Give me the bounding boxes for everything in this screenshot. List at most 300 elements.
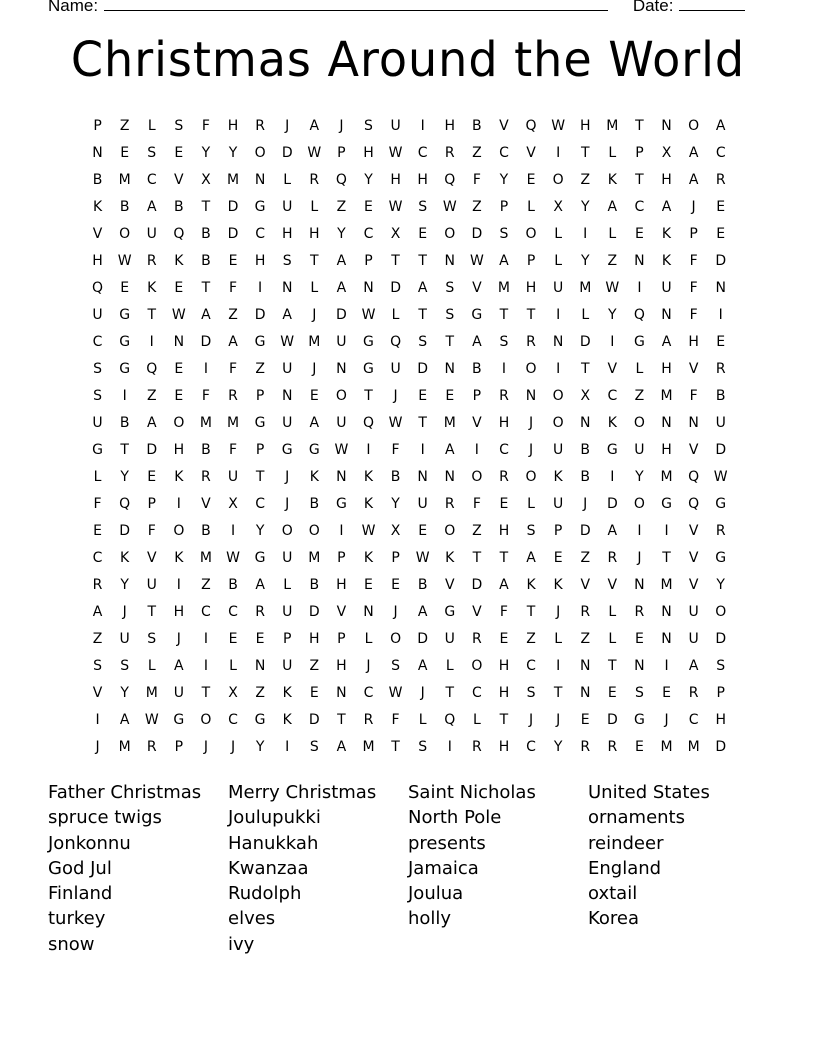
grid-letter[interactable]: Y [120,468,129,485]
grid-letter[interactable]: A [688,657,699,674]
grid-letter[interactable]: M [660,387,673,404]
grid-letter[interactable]: E [445,387,455,404]
grid-letter[interactable]: K [174,468,184,485]
grid-letter[interactable]: N [661,414,672,431]
grid-letter[interactable]: U [282,549,293,566]
grid-letter[interactable]: T [201,684,211,701]
grid-letter[interactable]: Z [146,387,157,404]
grid-letter[interactable]: J [420,684,425,701]
grid-letter[interactable]: O [444,522,456,539]
grid-letter[interactable]: N [254,657,266,674]
grid-letter[interactable]: N [363,279,374,296]
grid-letter[interactable]: V [526,144,536,161]
grid-letter[interactable]: T [553,684,563,701]
grid-letter[interactable]: A [336,738,347,755]
grid-letter[interactable]: N [336,360,347,377]
grid-letter[interactable]: E [120,279,130,296]
grid-letter[interactable]: P [255,387,265,404]
grid-letter[interactable]: D [308,603,320,620]
grid-letter[interactable]: Z [580,171,591,188]
grid-letter[interactable]: Z [228,306,238,323]
grid-letter[interactable]: M [226,171,240,188]
grid-letter[interactable]: E [607,684,617,701]
grid-letter[interactable]: A [309,117,320,134]
grid-letter[interactable]: V [92,225,103,242]
grid-letter[interactable]: W [144,711,159,728]
grid-letter[interactable]: I [230,522,236,539]
grid-letter[interactable]: I [258,279,263,296]
grid-letter[interactable]: B [390,468,401,485]
grid-letter[interactable]: N [444,360,455,377]
grid-letter[interactable]: A [174,657,184,674]
grid-letter[interactable]: T [364,387,373,404]
grid-letter[interactable]: P [716,684,725,701]
grid-letter[interactable]: V [580,576,591,593]
grid-letter[interactable]: N [579,657,591,674]
grid-letter[interactable]: E [580,711,590,728]
grid-letter[interactable]: Z [92,630,103,647]
grid-letter[interactable]: A [472,333,482,350]
grid-letter[interactable]: F [472,171,481,188]
grid-letter[interactable]: A [499,576,509,593]
grid-letter[interactable]: L [554,630,563,647]
grid-letter[interactable]: E [418,522,428,539]
grid-letter[interactable]: R [146,252,157,269]
grid-letter[interactable]: E [228,630,238,647]
grid-letter[interactable]: T [418,252,427,269]
grid-letter[interactable]: L [608,144,617,161]
grid-letter[interactable]: T [418,414,427,431]
grid-letter[interactable]: O [525,468,537,485]
grid-letter[interactable]: Y [255,522,265,539]
grid-letter[interactable]: F [689,279,698,296]
grid-letter[interactable]: R [715,360,726,377]
grid-letter[interactable]: R [471,738,482,755]
grid-letter[interactable]: G [335,495,347,512]
grid-letter[interactable]: U [336,414,347,431]
grid-letter[interactable]: T [499,549,509,566]
grid-letter[interactable]: W [171,306,186,323]
grid-letter[interactable]: Q [335,171,347,188]
grid-letter[interactable]: C [499,144,509,161]
grid-letter[interactable]: O [173,414,185,431]
grid-letter[interactable]: K [363,495,374,512]
grid-letter[interactable]: J [230,738,236,755]
grid-letter[interactable]: O [688,117,700,134]
grid-letter[interactable]: Q [444,711,456,728]
grid-letter[interactable]: W [442,198,457,215]
grid-letter[interactable]: H [390,171,401,188]
grid-letter[interactable]: R [580,738,591,755]
grid-letter[interactable]: E [93,522,102,539]
grid-letter[interactable]: M [606,117,619,134]
grid-letter[interactable]: R [715,171,726,188]
grid-letter[interactable]: Y [635,468,644,485]
grid-letter[interactable]: W [334,441,349,458]
grid-letter[interactable]: G [363,360,374,377]
grid-letter[interactable]: L [391,306,400,323]
grid-letter[interactable]: U [146,576,157,593]
grid-letter[interactable]: I [122,387,127,404]
grid-letter[interactable]: E [364,198,373,215]
grid-letter[interactable]: P [364,252,373,269]
grid-letter[interactable]: C [499,441,509,458]
grid-letter[interactable]: R [92,576,103,593]
grid-letter[interactable]: I [583,225,588,242]
grid-letter[interactable]: P [472,387,482,404]
grid-letter[interactable]: V [688,549,699,566]
grid-letter[interactable]: T [526,306,536,323]
grid-letter[interactable]: L [608,603,617,620]
grid-letter[interactable]: Y [608,306,617,323]
grid-letter[interactable]: W [388,684,403,701]
grid-letter[interactable]: A [715,117,726,134]
grid-letter[interactable]: N [417,468,428,485]
grid-letter[interactable]: O [200,711,212,728]
grid-letter[interactable]: U [390,360,401,377]
grid-letter[interactable]: L [147,117,156,134]
grid-letter[interactable]: M [660,468,673,485]
grid-letter[interactable]: P [255,441,265,458]
grid-letter[interactable]: L [283,171,292,188]
grid-letter[interactable]: D [579,522,591,539]
grid-letter[interactable]: C [607,387,618,404]
grid-letter[interactable]: H [661,441,672,458]
grid-letter[interactable]: B [119,198,130,215]
grid-letter[interactable]: S [445,306,455,323]
grid-letter[interactable]: S [634,684,644,701]
grid-letter[interactable]: O [633,495,645,512]
grid-letter[interactable]: S [418,333,428,350]
grid-letter[interactable]: Y [228,144,238,161]
grid-letter[interactable]: D [471,225,483,242]
grid-letter[interactable]: Z [255,360,265,377]
grid-letter[interactable]: Z [119,117,130,134]
grid-letter[interactable]: U [146,225,157,242]
grid-letter[interactable]: U [417,495,428,512]
grid-letter[interactable]: M [687,738,700,755]
grid-letter[interactable]: U [444,630,455,647]
grid-letter[interactable]: I [664,657,669,674]
grid-letter[interactable]: C [255,495,265,512]
grid-letter[interactable]: B [201,441,211,458]
grid-letter[interactable]: E [716,333,726,350]
grid-letter[interactable]: L [608,630,617,647]
grid-letter[interactable]: J [528,414,534,431]
grid-letter[interactable]: L [93,468,102,485]
grid-letter[interactable]: L [418,711,427,728]
grid-letter[interactable]: W [551,117,566,134]
grid-letter[interactable]: H [173,441,185,458]
grid-letter[interactable]: M [579,279,592,296]
grid-letter[interactable]: S [93,360,102,377]
grid-letter[interactable]: A [146,198,157,215]
grid-letter[interactable]: F [472,495,481,512]
grid-letter[interactable]: K [309,468,319,485]
grid-letter[interactable]: Y [120,684,129,701]
grid-letter[interactable]: D [579,333,591,350]
grid-letter[interactable]: E [147,468,157,485]
grid-letter[interactable]: E [228,252,238,269]
grid-letter[interactable]: H [227,117,239,134]
grid-letter[interactable]: B [201,522,211,539]
grid-letter[interactable]: I [501,360,507,377]
grid-letter[interactable]: V [336,603,347,620]
grid-letter[interactable]: U [661,279,672,296]
grid-letter[interactable]: W [415,549,430,566]
grid-letter[interactable]: D [146,441,158,458]
grid-letter[interactable]: I [637,522,642,539]
grid-letter[interactable]: T [445,333,455,350]
grid-letter[interactable]: G [715,549,727,566]
grid-letter[interactable]: I [95,711,100,728]
grid-letter[interactable]: Z [336,198,347,215]
grid-letter[interactable]: T [255,468,265,485]
grid-letter[interactable]: W [605,279,620,296]
grid-letter[interactable]: K [607,414,617,431]
grid-letter[interactable]: T [580,144,590,161]
grid-letter[interactable]: F [228,279,238,296]
grid-letter[interactable]: D [227,225,239,242]
grid-letter[interactable]: I [420,441,425,458]
grid-letter[interactable]: R [444,144,455,161]
grid-letter[interactable]: O [254,144,266,161]
grid-letter[interactable]: Q [444,171,456,188]
grid-letter[interactable]: D [715,252,727,269]
grid-letter[interactable]: J [393,603,398,620]
grid-letter[interactable]: C [688,711,699,728]
grid-letter[interactable]: U [336,333,347,350]
grid-letter[interactable]: I [718,306,723,323]
grid-letter[interactable]: Z [607,252,618,269]
grid-letter[interactable]: Z [309,657,320,674]
grid-letter[interactable]: C [92,549,103,566]
grid-letter[interactable]: K [147,279,157,296]
grid-letter[interactable]: G [661,495,672,512]
grid-letter[interactable]: B [174,198,184,215]
grid-letter[interactable]: X [201,171,211,188]
grid-letter[interactable]: H [444,117,456,134]
grid-letter[interactable]: Y [337,225,346,242]
grid-letter[interactable]: I [339,522,344,539]
grid-letter[interactable]: L [581,306,590,323]
grid-letter[interactable]: O [281,522,293,539]
grid-letter[interactable]: J [556,603,561,620]
grid-letter[interactable]: G [606,441,618,458]
grid-letter[interactable]: M [118,738,131,755]
grid-letter[interactable]: P [337,144,346,161]
grid-letter[interactable]: A [336,252,347,269]
grid-letter[interactable]: Y [716,576,725,593]
grid-letter[interactable]: D [390,279,401,296]
grid-letter[interactable]: K [553,468,563,485]
grid-letter[interactable]: K [174,549,184,566]
grid-letter[interactable]: H [579,117,591,134]
grid-letter[interactable]: J [528,711,534,728]
grid-letter[interactable]: V [688,522,699,539]
grid-letter[interactable]: V [201,495,211,512]
grid-letter[interactable]: B [228,576,238,593]
grid-letter[interactable]: A [607,198,618,215]
grid-letter[interactable]: N [336,468,347,485]
grid-letter[interactable]: I [366,441,371,458]
grid-letter[interactable]: Y [391,495,400,512]
grid-letter[interactable]: W [117,252,132,269]
grid-letter[interactable]: C [255,225,265,242]
grid-letter[interactable]: Q [633,306,645,323]
grid-letter[interactable]: Y [364,171,373,188]
grid-letter[interactable]: F [391,711,400,728]
grid-letter[interactable]: M [308,333,321,350]
grid-letter[interactable]: H [309,630,320,647]
grid-letter[interactable]: L [147,657,156,674]
grid-letter[interactable]: X [553,198,563,215]
grid-letter[interactable]: G [119,306,131,323]
grid-letter[interactable]: R [607,549,618,566]
grid-letter[interactable]: V [472,414,482,431]
grid-letter[interactable]: G [308,441,320,458]
grid-letter[interactable]: E [309,684,319,701]
grid-letter[interactable]: Y [553,738,563,755]
grid-letter[interactable]: F [689,252,698,269]
grid-letter[interactable]: O [715,603,727,620]
grid-letter[interactable]: T [580,360,590,377]
grid-letter[interactable]: H [688,333,699,350]
grid-letter[interactable]: J [203,738,208,755]
grid-letter[interactable]: G [119,360,131,377]
grid-letter[interactable]: R [228,387,238,404]
grid-letter[interactable]: E [716,198,726,215]
grid-letter[interactable]: E [499,495,509,512]
grid-letter[interactable]: L [310,198,319,215]
grid-letter[interactable]: N [688,414,699,431]
grid-letter[interactable]: S [147,630,157,647]
grid-letter[interactable]: S [364,117,373,134]
grid-letter[interactable]: J [285,495,290,512]
grid-letter[interactable]: B [309,576,320,593]
grid-letter[interactable]: S [418,198,428,215]
grid-letter[interactable]: T [147,306,157,323]
grid-letter[interactable]: I [610,333,615,350]
grid-letter[interactable]: A [119,711,130,728]
grid-letter[interactable]: I [176,576,181,593]
grid-letter[interactable]: B [92,171,103,188]
grid-letter[interactable]: R [715,522,726,539]
grid-letter[interactable]: S [445,279,455,296]
grid-letter[interactable]: O [471,468,483,485]
grid-letter[interactable]: J [691,198,696,215]
grid-letter[interactable]: U [173,684,184,701]
grid-letter[interactable]: P [635,144,644,161]
grid-letter[interactable]: D [308,711,320,728]
grid-letter[interactable]: E [634,738,644,755]
grid-letter[interactable]: T [418,306,427,323]
grid-letter[interactable]: H [363,144,374,161]
grid-letter[interactable]: D [281,144,293,161]
grid-letter[interactable]: S [309,738,319,755]
grid-letter[interactable]: L [229,657,237,674]
grid-letter[interactable]: R [255,603,265,620]
grid-letter[interactable]: N [254,171,266,188]
grid-letter[interactable]: C [471,684,482,701]
grid-letter[interactable]: H [498,684,510,701]
grid-letter[interactable]: W [361,306,376,323]
grid-letter[interactable]: B [580,441,591,458]
grid-letter[interactable]: L [554,252,563,269]
grid-letter[interactable]: I [556,360,561,377]
grid-letter[interactable]: E [309,387,319,404]
grid-letter[interactable]: G [254,711,266,728]
grid-letter[interactable]: H [525,279,537,296]
grid-letter[interactable]: X [580,387,591,404]
grid-letter[interactable]: X [390,522,401,539]
grid-letter[interactable]: H [715,711,726,728]
grid-letter[interactable]: R [688,684,699,701]
grid-letter[interactable]: A [309,414,320,431]
grid-letter[interactable]: L [283,576,292,593]
grid-letter[interactable]: W [388,414,403,431]
grid-letter[interactable]: E [255,630,265,647]
grid-letter[interactable]: K [282,684,292,701]
grid-letter[interactable]: S [499,333,509,350]
grid-letter[interactable]: H [661,360,672,377]
grid-letter[interactable]: A [417,279,428,296]
grid-letter[interactable]: G [715,495,727,512]
grid-letter[interactable]: Z [255,684,265,701]
grid-letter[interactable]: N [634,657,645,674]
grid-letter[interactable]: M [145,684,158,701]
grid-letter[interactable]: L [608,225,617,242]
grid-letter[interactable]: G [444,603,456,620]
grid-letter[interactable]: S [120,657,130,674]
grid-letter[interactable]: F [228,360,238,377]
grid-letter[interactable]: W [307,144,322,161]
grid-letter[interactable]: Y [580,198,590,215]
grid-letter[interactable]: V [146,549,157,566]
grid-letter[interactable]: V [444,576,455,593]
grid-letter[interactable]: A [92,603,103,620]
grid-letter[interactable]: P [147,495,156,512]
grid-letter[interactable]: W [361,522,376,539]
grid-letter[interactable]: C [201,603,211,620]
grid-letter[interactable]: I [203,657,208,674]
grid-letter[interactable]: J [285,468,290,485]
grid-letter[interactable]: N [661,117,672,134]
grid-letter[interactable]: E [174,360,184,377]
grid-letter[interactable]: J [339,117,344,134]
grid-letter[interactable]: E [364,576,373,593]
grid-letter[interactable]: N [661,603,672,620]
grid-letter[interactable]: E [174,144,184,161]
grid-letter[interactable]: S [282,252,292,269]
grid-letter[interactable]: F [228,441,238,458]
grid-letter[interactable]: T [445,684,455,701]
grid-letter[interactable]: X [228,684,238,701]
grid-letter[interactable]: L [472,711,481,728]
grid-letter[interactable]: A [688,171,699,188]
grid-letter[interactable]: P [337,630,346,647]
grid-letter[interactable]: J [312,306,317,323]
grid-letter[interactable]: A [336,279,347,296]
grid-letter[interactable]: R [526,333,536,350]
grid-letter[interactable]: O [335,387,347,404]
grid-letter[interactable]: U [282,360,293,377]
grid-letter[interactable]: B [580,468,591,485]
grid-letter[interactable]: O [552,171,564,188]
grid-letter[interactable]: A [201,306,211,323]
grid-letter[interactable]: M [199,414,212,431]
grid-letter[interactable]: V [607,576,618,593]
